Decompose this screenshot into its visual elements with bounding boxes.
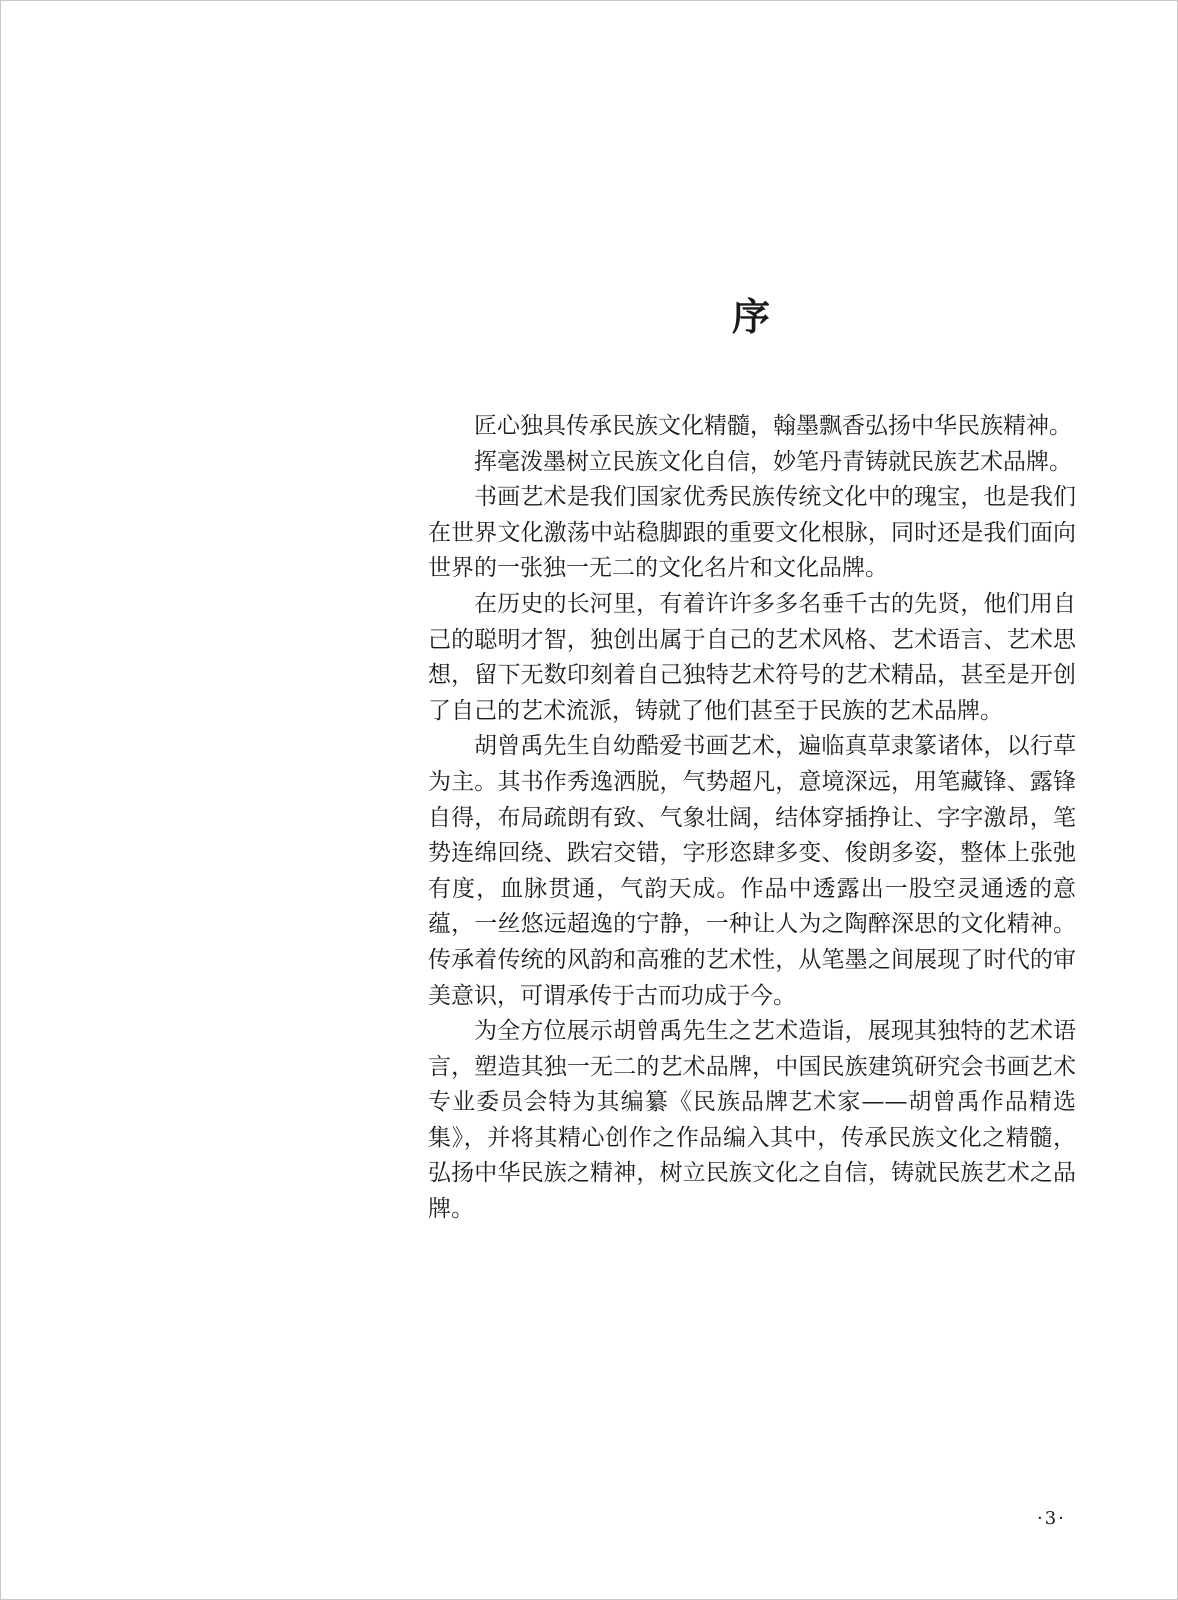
page-number: ·3· <box>1037 1508 1066 1529</box>
paragraph: 在历史的长河里，有着许许多多名垂千古的先贤，他们用自己的聪明才智，独创出属于自己的艺术风格、艺术语言、艺术思想，留下无数印刻着自己独特艺术符号的艺术精品，甚至是开创了自己的艺术流派，铸就了他们甚至于民族的艺术品牌。 <box>428 590 1076 724</box>
preface-body <box>428 409 1076 1228</box>
paragraph: 书画艺术是我们国家优秀民族传统文化中的瑰宝，也是我们在世界文化激荡中站稳脚跟的重要文化根脉，同时还是我们面向世界的一张独一无二的文化名片和文化品牌。 <box>428 484 1076 582</box>
paragraph: 匠心独具传承民族文化精髓，翰墨飘香弘扬中华民族精神。 <box>474 413 1072 439</box>
paragraph: 胡曾禹先生自幼酷爱书画艺术，遍临真草隶篆诸体，以行草为主。其书作秀逸洒脱，气势超凡，意境深远，用笔藏锋、露锋自得，布局疏朗有致、气象壮阔，结体穿插挣让、字字激昂，笔势连绵回绕、跌宕交错，字形恣肆多变、俊朗多姿，整体上张弛有度，血脉贯通，气韵天成。作品中透露出一股空灵通透的意蕴，一丝悠远超逸的宁静，一种让人为之陶醉深思的文化精神。传承着传统的风韵和高雅的艺术性，从笔墨之间展现了时代的审美意识，可谓承传于古而功成于今。 <box>428 733 1076 1009</box>
paragraph: 挥毫泼墨树立民族文化自信，妙笔丹青铸就民族艺术品牌。 <box>474 448 1072 475</box>
page-title: 序 <box>731 294 770 339</box>
paragraph: 为全方位展示胡曾禹先生之艺术造诣，展现其独特的艺术语言，塑造其独一无二的艺术品牌，中国民族建筑研究会书画艺术专业委员会特为其编纂《民族品牌艺术家——胡曾禹作品精选集》，并将其精心创作之作品编入其中，传承民族文化之精髓，弘扬中华民族之精神，树立民族文化之自信，铸就民族艺术之品牌。 <box>428 1018 1076 1223</box>
